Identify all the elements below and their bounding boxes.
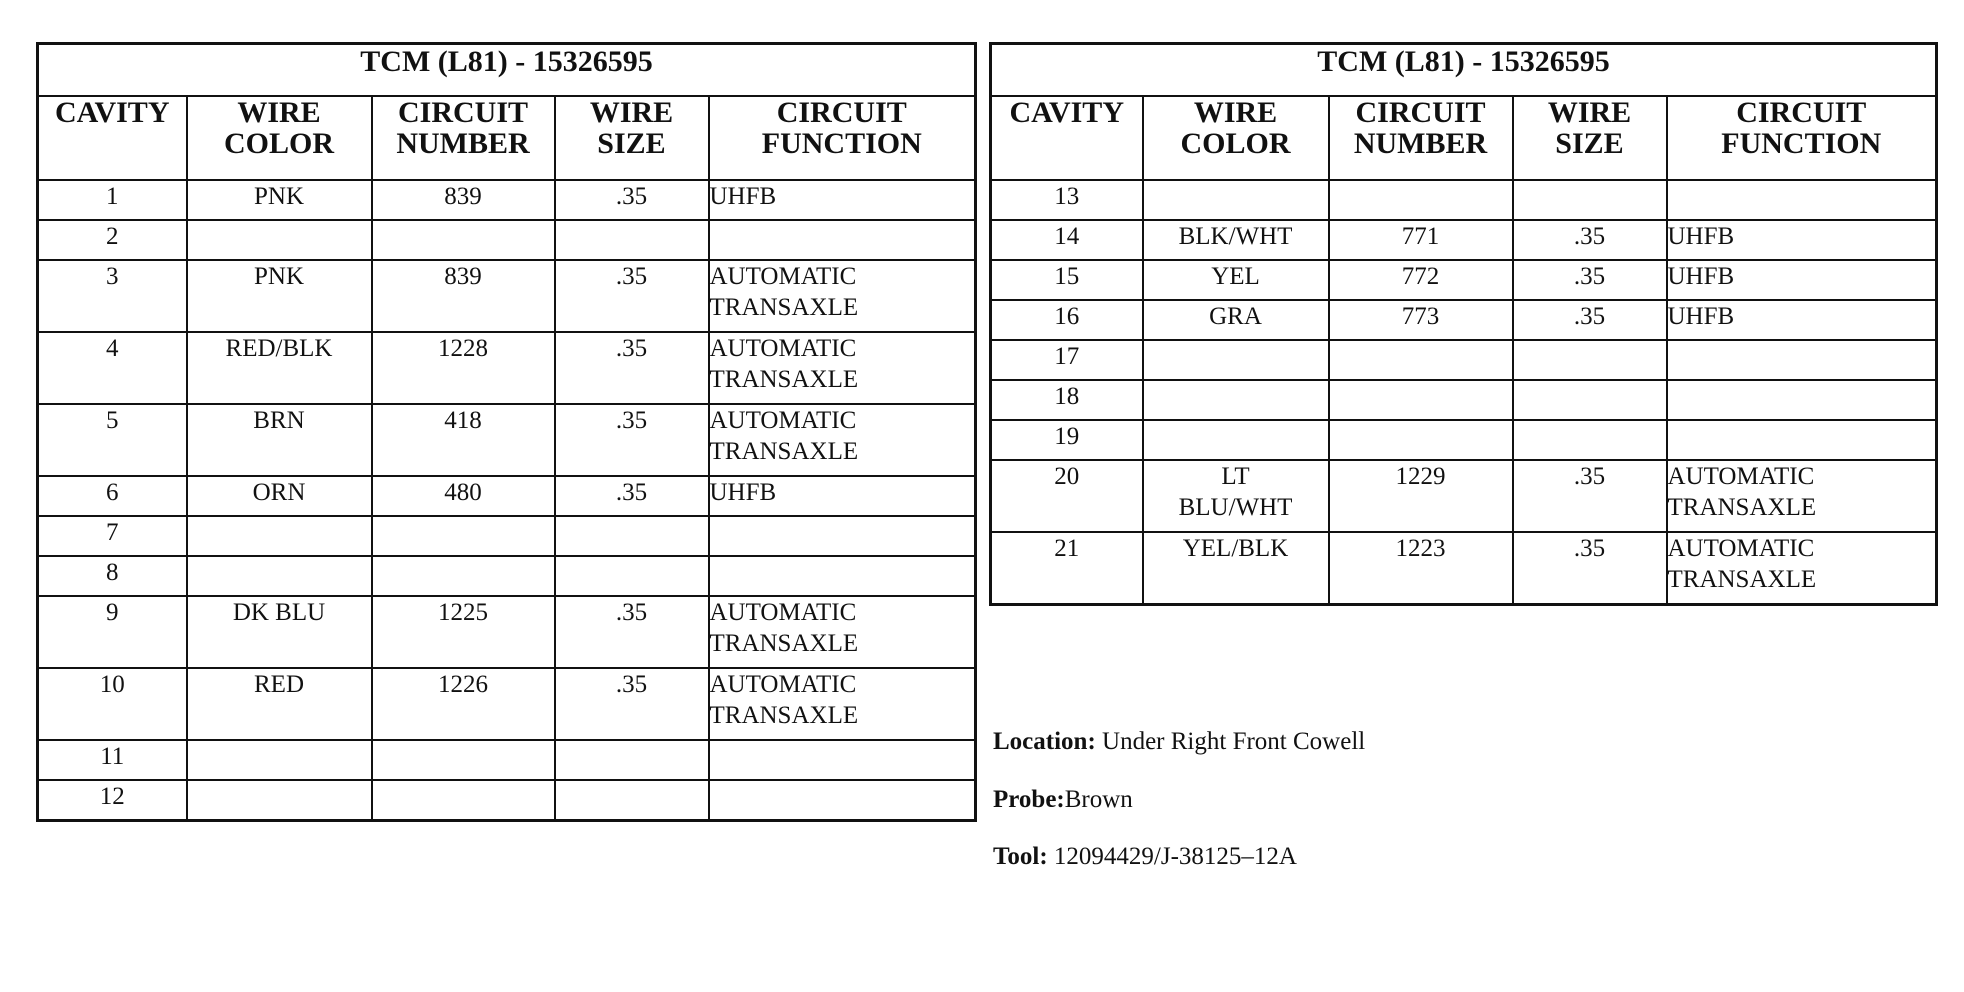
cell-circuit-function (1667, 340, 1937, 380)
cell-cavity: 10 (38, 668, 187, 740)
cell-wire-size: .35 (555, 404, 709, 476)
table-row (38, 740, 976, 780)
cell-wire-size: .35 (555, 260, 709, 332)
cell-wire-color (1143, 340, 1329, 380)
cell-cavity: 7 (38, 516, 187, 556)
cell-circuit-function (709, 780, 976, 821)
cell-wire-size: .35 (555, 476, 709, 516)
connector-table-right (989, 42, 1938, 606)
cell-wire-size: .35 (555, 332, 709, 404)
cell-circuit-number (1329, 180, 1513, 220)
table-row (38, 332, 976, 404)
cell-cavity: 16 (991, 300, 1143, 340)
cell-circuit-function (709, 740, 976, 780)
probe-value: Brown (1064, 786, 1133, 813)
cell-circuit-number (372, 780, 555, 821)
cell-wire-color: RED (187, 668, 372, 740)
table-row (38, 260, 976, 332)
tool-note (993, 843, 1297, 871)
cell-circuit-function: AUTOMATIC TRANSAXLE (1667, 532, 1937, 605)
table-row (38, 476, 976, 516)
table-row (991, 180, 1937, 220)
cell-cavity: 8 (38, 556, 187, 596)
table-row (991, 532, 1937, 605)
cell-circuit-function: AUTOMATIC TRANSAXLE (709, 596, 976, 668)
table-row (991, 380, 1937, 420)
cell-wire-color (187, 556, 372, 596)
table-row (38, 404, 976, 476)
location-note (993, 728, 1365, 756)
cell-wire-size (1513, 340, 1667, 380)
table-row (991, 220, 1937, 260)
cell-wire-color: YEL (1143, 260, 1329, 300)
location-label: Location: (993, 728, 1096, 755)
cell-wire-color (187, 740, 372, 780)
cell-cavity: 11 (38, 740, 187, 780)
cell-wire-color (187, 516, 372, 556)
cell-cavity: 3 (38, 260, 187, 332)
cell-circuit-number (1329, 420, 1513, 460)
cell-cavity: 13 (991, 180, 1143, 220)
cell-wire-color: BRN (187, 404, 372, 476)
cell-wire-color: RED/BLK (187, 332, 372, 404)
cell-wire-color (1143, 380, 1329, 420)
cell-wire-size: .35 (1513, 532, 1667, 605)
table-row (991, 300, 1937, 340)
cell-circuit-function (1667, 380, 1937, 420)
header-wire-color: WIRE COLOR (187, 96, 372, 180)
cell-circuit-number (1329, 340, 1513, 380)
cell-circuit-number (372, 220, 555, 260)
location-value: Under Right Front Cowell (1095, 728, 1366, 755)
tool-label: Tool: (993, 843, 1048, 870)
cell-circuit-function: UHFB (709, 476, 976, 516)
cell-wire-size: .35 (1513, 260, 1667, 300)
tool-value: 12094429/J-38125–12A (1047, 843, 1297, 870)
header-wire-size: WIRE SIZE (1513, 96, 1667, 180)
cell-wire-size: .35 (1513, 300, 1667, 340)
table-row (991, 260, 1937, 300)
cell-wire-color: LT BLU/WHT (1143, 460, 1329, 532)
cell-circuit-number: 771 (1329, 220, 1513, 260)
table-row (38, 220, 976, 260)
cell-circuit-function: AUTOMATIC TRANSAXLE (709, 260, 976, 332)
table-row (38, 668, 976, 740)
cell-circuit-number: 1226 (372, 668, 555, 740)
cell-circuit-function: AUTOMATIC TRANSAXLE (709, 332, 976, 404)
cell-cavity: 12 (38, 780, 187, 821)
cell-circuit-function (709, 516, 976, 556)
table-row (38, 596, 976, 668)
cell-circuit-function: UHFB (1667, 300, 1937, 340)
header-circuit-function: CIRCUIT FUNCTION (709, 96, 976, 180)
cell-wire-size (555, 516, 709, 556)
cell-cavity: 2 (38, 220, 187, 260)
cell-cavity: 18 (991, 380, 1143, 420)
cell-circuit-function (1667, 180, 1937, 220)
cell-wire-size (555, 220, 709, 260)
cell-circuit-function: AUTOMATIC TRANSAXLE (709, 668, 976, 740)
cell-cavity: 19 (991, 420, 1143, 460)
cell-wire-size: .35 (555, 596, 709, 668)
cell-cavity: 9 (38, 596, 187, 668)
cell-wire-color: BLK/WHT (1143, 220, 1329, 260)
cell-circuit-number (372, 516, 555, 556)
table-row (38, 180, 976, 220)
cell-wire-color (1143, 180, 1329, 220)
table-row (991, 460, 1937, 532)
cell-wire-size (555, 740, 709, 780)
cell-circuit-function (709, 220, 976, 260)
cell-wire-color: PNK (187, 180, 372, 220)
cell-wire-size (1513, 180, 1667, 220)
table-title: TCM (L81) - 15326595 (38, 44, 976, 97)
table-row (38, 556, 976, 596)
probe-label: Probe: (993, 786, 1065, 813)
cell-circuit-number: 1228 (372, 332, 555, 404)
table-body (38, 180, 976, 821)
cell-wire-color: DK BLU (187, 596, 372, 668)
cell-circuit-number: 839 (372, 180, 555, 220)
header-circuit-number: CIRCUIT NUMBER (1329, 96, 1513, 180)
cell-wire-color (1143, 420, 1329, 460)
cell-cavity: 1 (38, 180, 187, 220)
cell-cavity: 4 (38, 332, 187, 404)
cell-wire-size: .35 (555, 180, 709, 220)
cell-circuit-function (1667, 420, 1937, 460)
cell-circuit-number: 839 (372, 260, 555, 332)
cell-wire-size: .35 (1513, 220, 1667, 260)
cell-wire-color (187, 780, 372, 821)
cell-cavity: 5 (38, 404, 187, 476)
table-row (991, 420, 1937, 460)
cell-circuit-number (1329, 380, 1513, 420)
table-body (991, 180, 1937, 605)
cell-circuit-number: 418 (372, 404, 555, 476)
header-cavity: CAVITY (991, 96, 1143, 180)
cell-circuit-function (709, 556, 976, 596)
cell-circuit-number: 773 (1329, 300, 1513, 340)
cell-wire-color: GRA (1143, 300, 1329, 340)
cell-circuit-number: 480 (372, 476, 555, 516)
table-row (38, 780, 976, 821)
cell-wire-color: PNK (187, 260, 372, 332)
table-row (991, 340, 1937, 380)
cell-wire-size (555, 780, 709, 821)
cell-wire-color: ORN (187, 476, 372, 516)
connector-table-left (36, 42, 977, 822)
cell-wire-size (1513, 380, 1667, 420)
cell-wire-size: .35 (1513, 460, 1667, 532)
cell-wire-color: YEL/BLK (1143, 532, 1329, 605)
cell-cavity: 15 (991, 260, 1143, 300)
header-wire-size: WIRE SIZE (555, 96, 709, 180)
cell-cavity: 6 (38, 476, 187, 516)
cell-circuit-number (372, 556, 555, 596)
cell-circuit-function: UHFB (1667, 260, 1937, 300)
table-row (38, 516, 976, 556)
cell-cavity: 17 (991, 340, 1143, 380)
cell-circuit-number: 772 (1329, 260, 1513, 300)
header-circuit-function: CIRCUIT FUNCTION (1667, 96, 1937, 180)
cell-circuit-function: UHFB (709, 180, 976, 220)
cell-circuit-number: 1225 (372, 596, 555, 668)
cell-wire-size (555, 556, 709, 596)
table-title: TCM (L81) - 15326595 (991, 44, 1937, 97)
cell-cavity: 14 (991, 220, 1143, 260)
cell-circuit-number: 1229 (1329, 460, 1513, 532)
cell-cavity: 21 (991, 532, 1143, 605)
header-wire-color: WIRE COLOR (1143, 96, 1329, 180)
cell-wire-size: .35 (555, 668, 709, 740)
cell-circuit-function: AUTOMATIC TRANSAXLE (709, 404, 976, 476)
cell-wire-size (1513, 420, 1667, 460)
cell-circuit-function: AUTOMATIC TRANSAXLE (1667, 460, 1937, 532)
probe-note (993, 786, 1133, 814)
header-cavity: CAVITY (38, 96, 187, 180)
cell-circuit-function: UHFB (1667, 220, 1937, 260)
cell-circuit-number (372, 740, 555, 780)
header-circuit-number: CIRCUIT NUMBER (372, 96, 555, 180)
cell-circuit-number: 1223 (1329, 532, 1513, 605)
cell-cavity: 20 (991, 460, 1143, 532)
cell-wire-color (187, 220, 372, 260)
